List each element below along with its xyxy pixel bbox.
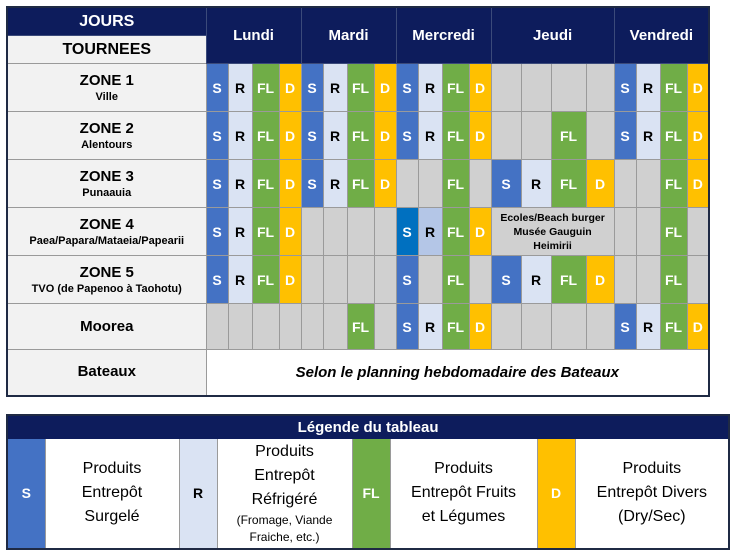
jeudi-special-note <box>491 208 614 256</box>
schedule-cell-jeudi: R <box>521 160 551 208</box>
schedule-cell-vendredi: D <box>687 304 709 350</box>
legend-code-fl: FL <box>352 439 390 549</box>
schedule-cell-lundi: S <box>206 112 228 160</box>
schedule-cell-lundi: R <box>228 160 252 208</box>
schedule-cell-mercredi: S <box>396 256 418 304</box>
schedule-cell-vendredi <box>636 256 660 304</box>
schedule-cell-mercredi <box>418 160 442 208</box>
delivery-schedule-table <box>6 6 710 397</box>
schedule-cell-mercredi: R <box>418 64 442 112</box>
schedule-cell-vendredi: D <box>687 112 709 160</box>
schedule-cell-lundi <box>228 304 252 350</box>
schedule-cell-mercredi: D <box>469 304 491 350</box>
schedule-cell-mercredi: D <box>469 208 491 256</box>
schedule-cell-mercredi <box>418 256 442 304</box>
schedule-cell-vendredi: FL <box>660 64 687 112</box>
legend-line: Entrepôt Fruits <box>411 484 516 502</box>
schedule-cell-mardi <box>347 208 374 256</box>
special-note-line: Heimirii <box>533 239 572 252</box>
schedule-cell-vendredi: FL <box>660 112 687 160</box>
schedule-cell-lundi: D <box>279 112 301 160</box>
schedule-cell-vendredi: R <box>636 304 660 350</box>
schedule-cell-mardi: R <box>323 160 347 208</box>
schedule-cell-mardi <box>323 304 347 350</box>
schedule-cell-mercredi: FL <box>442 208 469 256</box>
schedule-cell-mercredi: FL <box>442 304 469 350</box>
schedule-cell-mardi: D <box>374 64 396 112</box>
schedule-cell-lundi: D <box>279 256 301 304</box>
schedule-cell-mardi <box>301 208 323 256</box>
zone-name: ZONE 2 <box>79 119 134 137</box>
schedule-cell-lundi: FL <box>252 256 279 304</box>
zone-label <box>7 256 206 304</box>
zone-name: Moorea <box>80 317 134 335</box>
zone-row <box>7 64 709 112</box>
schedule-cell-mardi <box>374 256 396 304</box>
schedule-cell-jeudi: S <box>491 256 521 304</box>
zone-row <box>7 256 709 304</box>
schedule-cell-mercredi: R <box>418 208 442 256</box>
schedule-cell-jeudi <box>551 64 586 112</box>
schedule-cell-mardi: R <box>323 112 347 160</box>
schedule-cell-mardi <box>323 208 347 256</box>
schedule-cell-mercredi: S <box>396 112 418 160</box>
legend-extra-line: (Fromage, Viande <box>236 513 333 528</box>
schedule-cell-lundi: S <box>206 208 228 256</box>
schedule-cell-jeudi <box>491 112 521 160</box>
day-header-lundi: Lundi <box>206 7 301 64</box>
schedule-cell-mardi: FL <box>347 64 374 112</box>
legend-line: Produits <box>434 460 493 478</box>
schedule-cell-lundi: S <box>206 160 228 208</box>
schedule-cell-jeudi: FL <box>551 160 586 208</box>
schedule-cell-mercredi <box>396 160 418 208</box>
schedule-cell-lundi: R <box>228 256 252 304</box>
zone-label <box>7 112 206 160</box>
schedule-cell-vendredi: R <box>636 64 660 112</box>
schedule-cell-vendredi: FL <box>660 256 687 304</box>
schedule-cell-mercredi: D <box>469 64 491 112</box>
schedule-cell-mercredi <box>469 256 491 304</box>
schedule-cell-mardi: R <box>323 64 347 112</box>
schedule-cell-jeudi <box>551 304 586 350</box>
zone-subtitle: TVO (de Papenoo à Taohotu) <box>31 282 182 295</box>
bateaux-label <box>7 350 206 396</box>
schedule-cell-mardi <box>374 208 396 256</box>
schedule-cell-jeudi <box>586 64 614 112</box>
zone-row <box>7 112 709 160</box>
zone-row <box>7 160 709 208</box>
legend-line: Produits <box>255 443 314 461</box>
day-header-vendredi: Vendredi <box>614 7 709 64</box>
schedule-cell-mardi <box>323 256 347 304</box>
legend-description-fl <box>390 439 537 549</box>
legend-code-s: S <box>7 439 45 549</box>
legend-code-d: D <box>537 439 575 549</box>
schedule-cell-vendredi: FL <box>660 304 687 350</box>
schedule-cell-vendredi: R <box>636 112 660 160</box>
schedule-cell-mardi <box>347 256 374 304</box>
schedule-cell-vendredi <box>636 160 660 208</box>
schedule-cell-jeudi: D <box>586 256 614 304</box>
zone-label <box>7 160 206 208</box>
schedule-cell-mercredi: D <box>469 112 491 160</box>
schedule-cell-vendredi: D <box>687 160 709 208</box>
schedule-cell-jeudi: FL <box>551 256 586 304</box>
schedule-cell-lundi: FL <box>252 160 279 208</box>
bateaux-name: Bateaux <box>77 363 136 381</box>
schedule-cell-mardi: FL <box>347 160 374 208</box>
schedule-cell-vendredi <box>614 256 636 304</box>
schedule-cell-jeudi <box>521 304 551 350</box>
special-note-line: Musée Gauguin <box>513 225 592 238</box>
legend-line: (Dry/Sec) <box>618 508 686 526</box>
legend-code-r: R <box>179 439 217 549</box>
legend-line: Produits <box>622 460 682 478</box>
zone-subtitle: Punaauia <box>82 186 132 199</box>
special-note-line: Ecoles/Beach burger <box>500 211 605 224</box>
legend-description-d <box>575 439 729 549</box>
schedule-cell-jeudi <box>586 112 614 160</box>
day-header-jeudi: Jeudi <box>491 7 614 64</box>
legend-description-r <box>217 439 352 549</box>
schedule-cell-lundi: FL <box>252 112 279 160</box>
legend-line: Surgelé <box>84 508 140 526</box>
schedule-cell-jeudi <box>521 64 551 112</box>
schedule-cell-lundi: R <box>228 112 252 160</box>
schedule-cell-vendredi: S <box>614 304 636 350</box>
schedule-cell-lundi: FL <box>252 64 279 112</box>
schedule-cell-mardi: S <box>301 112 323 160</box>
schedule-cell-jeudi: FL <box>551 112 586 160</box>
zone-label <box>7 304 206 350</box>
legend-line: Entrepôt Divers <box>596 484 707 502</box>
schedule-cell-lundi <box>206 304 228 350</box>
schedule-cell-lundi <box>279 304 301 350</box>
schedule-cell-lundi: D <box>279 160 301 208</box>
zone-row <box>7 208 709 256</box>
legend-title: Légende du tableau <box>7 415 729 439</box>
zone-name: ZONE 3 <box>79 167 134 185</box>
legend-line: et Légumes <box>421 508 506 526</box>
zone-name: ZONE 1 <box>79 71 134 89</box>
schedule-cell-mercredi: FL <box>442 64 469 112</box>
schedule-cell-lundi: D <box>279 208 301 256</box>
zone-name: ZONE 4 <box>79 215 134 233</box>
legend-extra-line: Fraiche, etc.) <box>249 530 320 545</box>
schedule-cell-jeudi: S <box>491 160 521 208</box>
schedule-cell-jeudi: D <box>586 160 614 208</box>
schedule-cell-vendredi: S <box>614 112 636 160</box>
day-header-mardi: Mardi <box>301 7 396 64</box>
schedule-cell-vendredi: FL <box>660 208 687 256</box>
schedule-cell-vendredi <box>614 160 636 208</box>
legend-line: Réfrigéré <box>251 491 318 509</box>
schedule-cell-mardi: S <box>301 160 323 208</box>
legend-table <box>6 414 730 550</box>
legend-line: Produits <box>82 460 142 478</box>
zone-subtitle: Alentours <box>81 138 133 151</box>
schedule-cell-vendredi <box>687 208 709 256</box>
schedule-cell-mardi: S <box>301 64 323 112</box>
legend-line: Entrepôt <box>254 467 315 485</box>
schedule-cell-jeudi <box>491 64 521 112</box>
schedule-cell-mercredi: R <box>418 112 442 160</box>
legend-description-s <box>45 439 179 549</box>
schedule-cell-mercredi: FL <box>442 112 469 160</box>
schedule-cell-lundi: FL <box>252 208 279 256</box>
schedule-cell-mardi <box>374 304 396 350</box>
schedule-cell-lundi: R <box>228 64 252 112</box>
schedule-cell-mercredi: S <box>396 304 418 350</box>
tournees-header: TOURNEES <box>7 36 206 64</box>
schedule-cell-mercredi: FL <box>442 256 469 304</box>
schedule-cell-vendredi <box>687 256 709 304</box>
schedule-cell-lundi: S <box>206 256 228 304</box>
schedule-cell-mercredi <box>469 160 491 208</box>
schedule-cell-jeudi: R <box>521 256 551 304</box>
schedule-cell-mardi: FL <box>347 304 374 350</box>
schedule-cell-jeudi <box>586 304 614 350</box>
schedule-cell-lundi: S <box>206 64 228 112</box>
schedule-cell-mardi: D <box>374 112 396 160</box>
schedule-cell-vendredi: FL <box>660 160 687 208</box>
schedule-cell-vendredi: S <box>614 64 636 112</box>
zone-name: ZONE 5 <box>79 263 134 281</box>
schedule-cell-lundi <box>252 304 279 350</box>
jours-header: JOURS <box>7 7 206 36</box>
schedule-cell-mercredi: S <box>396 208 418 256</box>
schedule-cell-vendredi <box>614 208 636 256</box>
schedule-cell-mercredi: S <box>396 64 418 112</box>
schedule-cell-mardi: D <box>374 160 396 208</box>
schedule-cell-mercredi: R <box>418 304 442 350</box>
zone-subtitle: Ville <box>95 90 118 103</box>
schedule-cell-vendredi: D <box>687 64 709 112</box>
zone-subtitle: Paea/Papara/Mataeia/Papearii <box>29 234 185 247</box>
day-header-mercredi: Mercredi <box>396 7 491 64</box>
zone-label <box>7 208 206 256</box>
schedule-cell-mardi: FL <box>347 112 374 160</box>
legend-line: Entrepôt <box>81 484 143 502</box>
schedule-cell-mercredi: FL <box>442 160 469 208</box>
schedule-cell-mardi <box>301 304 323 350</box>
zone-label <box>7 64 206 112</box>
schedule-cell-jeudi <box>521 112 551 160</box>
zone-row <box>7 304 709 350</box>
schedule-cell-mardi <box>301 256 323 304</box>
bateaux-row <box>7 350 709 396</box>
schedule-cell-lundi: R <box>228 208 252 256</box>
schedule-cell-jeudi <box>491 304 521 350</box>
bateaux-note: Selon le planning hebdomadaire des Bateaux <box>206 350 709 396</box>
schedule-cell-vendredi <box>636 208 660 256</box>
schedule-cell-lundi: D <box>279 64 301 112</box>
